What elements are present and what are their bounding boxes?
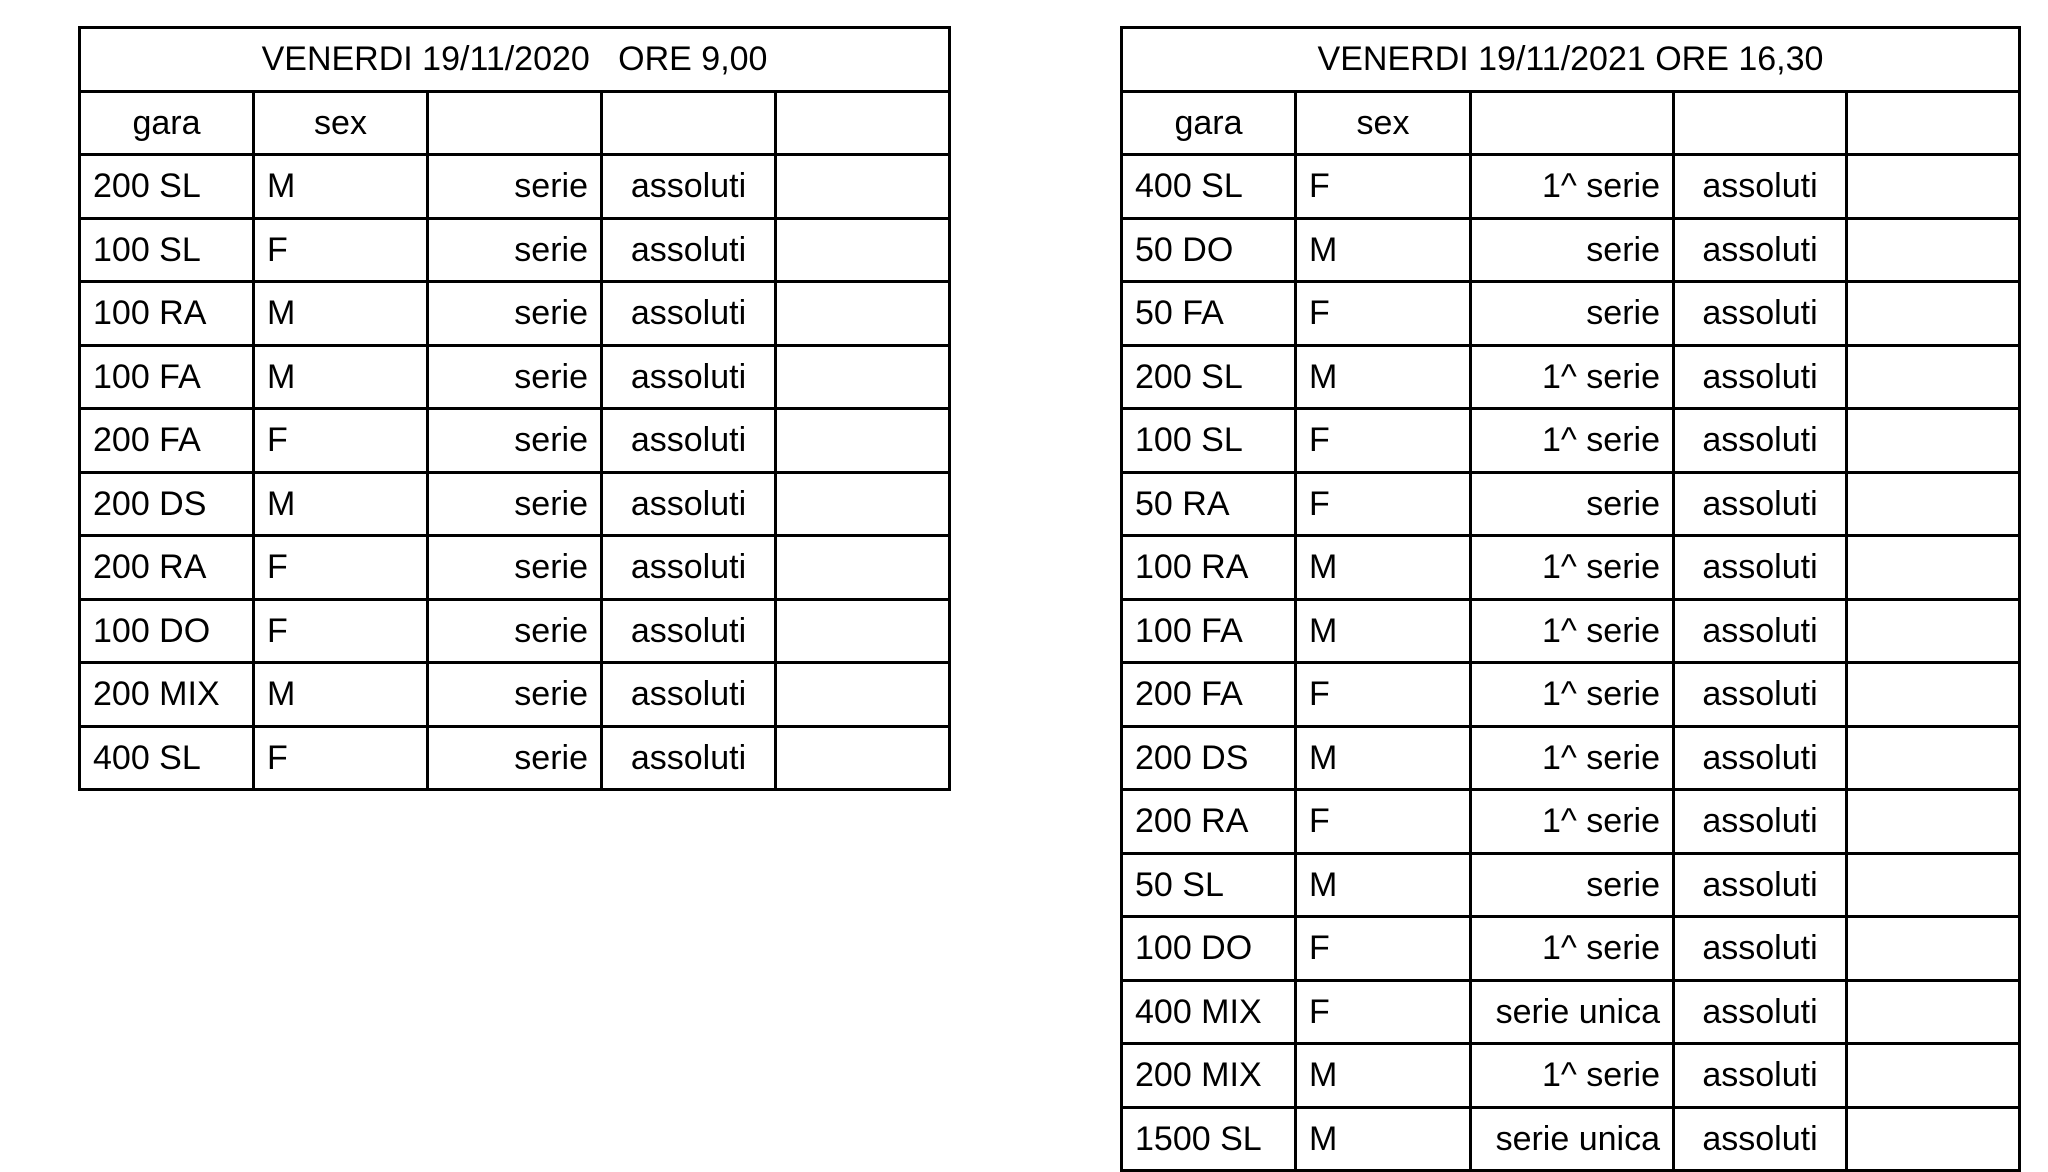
- table-row: [1122, 282, 2020, 346]
- cell-empty: [776, 409, 950, 473]
- cell-category: assoluti: [1674, 155, 1847, 219]
- cell-serie: serie: [428, 218, 602, 282]
- cell-empty: [1847, 790, 2020, 854]
- cell-serie: 1^ serie: [1471, 345, 1674, 409]
- table-title-row: [80, 28, 950, 92]
- table-row: [1122, 599, 2020, 663]
- table-row: [80, 218, 950, 282]
- cell-sex: F: [1296, 282, 1471, 346]
- cell-empty: [1847, 1107, 2020, 1171]
- cell-serie: serie: [428, 599, 602, 663]
- cell-empty: [1847, 472, 2020, 536]
- cell-empty: [776, 536, 950, 600]
- cell-serie: 1^ serie: [1471, 790, 1674, 854]
- header-sex: sex: [254, 91, 428, 155]
- cell-sex: M: [254, 345, 428, 409]
- schedule-table-left: [78, 26, 951, 791]
- table-title: VENERDI 19/11/2021 ORE 16,30: [1122, 28, 2020, 92]
- cell-serie: serie: [428, 726, 602, 790]
- cell-sex: F: [1296, 155, 1471, 219]
- table-row: [1122, 1044, 2020, 1108]
- header-gara: gara: [80, 91, 254, 155]
- schedule-table-right: [1120, 26, 2021, 1172]
- cell-category: assoluti: [1674, 472, 1847, 536]
- cell-serie: 1^ serie: [1471, 599, 1674, 663]
- cell-category: assoluti: [602, 663, 776, 727]
- table-row: [1122, 790, 2020, 854]
- cell-empty: [776, 472, 950, 536]
- cell-gara: 200 FA: [1122, 663, 1296, 727]
- cell-serie: serie: [1471, 472, 1674, 536]
- cell-gara: 100 SL: [80, 218, 254, 282]
- cell-gara: 50 SL: [1122, 853, 1296, 917]
- cell-serie: serie: [428, 536, 602, 600]
- cell-sex: M: [254, 155, 428, 219]
- cell-gara: 100 DO: [1122, 917, 1296, 981]
- cell-sex: F: [1296, 663, 1471, 727]
- header-gara: gara: [1122, 91, 1296, 155]
- cell-category: assoluti: [602, 599, 776, 663]
- cell-category: assoluti: [602, 409, 776, 473]
- cell-category: assoluti: [1674, 726, 1847, 790]
- cell-serie: serie: [428, 282, 602, 346]
- cell-sex: F: [1296, 790, 1471, 854]
- table-title-row: [1122, 28, 2020, 92]
- cell-sex: M: [1296, 853, 1471, 917]
- table-row: [80, 726, 950, 790]
- cell-gara: 200 DS: [80, 472, 254, 536]
- cell-sex: M: [1296, 345, 1471, 409]
- cell-serie: 1^ serie: [1471, 1044, 1674, 1108]
- cell-empty: [1847, 853, 2020, 917]
- cell-serie: 1^ serie: [1471, 917, 1674, 981]
- cell-empty: [776, 663, 950, 727]
- cell-sex: M: [1296, 726, 1471, 790]
- cell-gara: 100 RA: [80, 282, 254, 346]
- table-row: [80, 282, 950, 346]
- header-blank-2: [602, 91, 776, 155]
- cell-serie: 1^ serie: [1471, 663, 1674, 727]
- cell-empty: [776, 282, 950, 346]
- table-row: [80, 472, 950, 536]
- table-row: [80, 155, 950, 219]
- cell-empty: [1847, 536, 2020, 600]
- cell-gara: 50 FA: [1122, 282, 1296, 346]
- table-row: [1122, 409, 2020, 473]
- cell-serie: serie: [428, 663, 602, 727]
- cell-empty: [1847, 663, 2020, 727]
- cell-empty: [776, 599, 950, 663]
- cell-sex: M: [254, 663, 428, 727]
- cell-category: assoluti: [1674, 282, 1847, 346]
- header-blank-3: [776, 91, 950, 155]
- table-row: [80, 599, 950, 663]
- cell-gara: 200 FA: [80, 409, 254, 473]
- cell-category: assoluti: [1674, 536, 1847, 600]
- cell-serie: serie: [1471, 282, 1674, 346]
- table-title: VENERDI 19/11/2020 ORE 9,00: [80, 28, 950, 92]
- table-row: [1122, 663, 2020, 727]
- table-row: [1122, 726, 2020, 790]
- header-blank-2: [1674, 91, 1847, 155]
- cell-category: assoluti: [1674, 599, 1847, 663]
- cell-sex: F: [254, 536, 428, 600]
- cell-gara: 400 MIX: [1122, 980, 1296, 1044]
- cell-category: assoluti: [1674, 409, 1847, 473]
- cell-sex: F: [254, 409, 428, 473]
- table-row: [1122, 536, 2020, 600]
- table-row: [1122, 853, 2020, 917]
- cell-category: assoluti: [1674, 345, 1847, 409]
- cell-serie: serie: [428, 345, 602, 409]
- cell-category: assoluti: [602, 536, 776, 600]
- table-row: [1122, 155, 2020, 219]
- cell-gara: 100 SL: [1122, 409, 1296, 473]
- cell-gara: 50 DO: [1122, 218, 1296, 282]
- cell-sex: M: [254, 282, 428, 346]
- cell-empty: [1847, 345, 2020, 409]
- cell-gara: 400 SL: [1122, 155, 1296, 219]
- cell-empty: [1847, 917, 2020, 981]
- cell-sex: M: [1296, 1107, 1471, 1171]
- cell-category: assoluti: [1674, 980, 1847, 1044]
- table-row: [1122, 917, 2020, 981]
- cell-gara: 200 MIX: [80, 663, 254, 727]
- cell-gara: 100 FA: [80, 345, 254, 409]
- cell-category: assoluti: [602, 218, 776, 282]
- cell-serie: serie unica: [1471, 1107, 1674, 1171]
- cell-gara: 200 MIX: [1122, 1044, 1296, 1108]
- cell-sex: F: [254, 599, 428, 663]
- cell-gara: 200 SL: [80, 155, 254, 219]
- header-sex: sex: [1296, 91, 1471, 155]
- header-blank-1: [428, 91, 602, 155]
- cell-empty: [776, 726, 950, 790]
- cell-sex: M: [1296, 218, 1471, 282]
- cell-empty: [1847, 282, 2020, 346]
- table-row: [1122, 218, 2020, 282]
- cell-category: assoluti: [1674, 917, 1847, 981]
- cell-category: assoluti: [602, 345, 776, 409]
- cell-category: assoluti: [602, 282, 776, 346]
- table-row: [80, 663, 950, 727]
- cell-gara: 200 SL: [1122, 345, 1296, 409]
- cell-gara: 100 RA: [1122, 536, 1296, 600]
- table-header-row: [80, 91, 950, 155]
- cell-category: assoluti: [1674, 218, 1847, 282]
- cell-category: assoluti: [1674, 1107, 1847, 1171]
- cell-category: assoluti: [1674, 790, 1847, 854]
- cell-category: assoluti: [1674, 853, 1847, 917]
- cell-empty: [776, 155, 950, 219]
- table-header-row: [1122, 91, 2020, 155]
- table-body: [80, 28, 950, 790]
- cell-serie: serie: [1471, 853, 1674, 917]
- cell-sex: F: [1296, 980, 1471, 1044]
- cell-sex: M: [1296, 1044, 1471, 1108]
- table-row: [80, 409, 950, 473]
- cell-serie: serie: [428, 472, 602, 536]
- cell-empty: [1847, 726, 2020, 790]
- cell-serie: serie: [1471, 218, 1674, 282]
- table-row: [80, 345, 950, 409]
- cell-sex: M: [1296, 536, 1471, 600]
- cell-serie: 1^ serie: [1471, 155, 1674, 219]
- cell-gara: 100 FA: [1122, 599, 1296, 663]
- cell-gara: 200 RA: [80, 536, 254, 600]
- table-row: [1122, 345, 2020, 409]
- cell-empty: [1847, 409, 2020, 473]
- cell-sex: F: [1296, 472, 1471, 536]
- cell-category: assoluti: [1674, 663, 1847, 727]
- table-body: [1122, 28, 2020, 1171]
- cell-sex: F: [1296, 409, 1471, 473]
- header-blank-1: [1471, 91, 1674, 155]
- cell-gara: 200 RA: [1122, 790, 1296, 854]
- cell-gara: 50 RA: [1122, 472, 1296, 536]
- cell-category: assoluti: [1674, 1044, 1847, 1108]
- table-row: [1122, 472, 2020, 536]
- cell-empty: [776, 218, 950, 282]
- cell-serie: 1^ serie: [1471, 726, 1674, 790]
- cell-serie: 1^ serie: [1471, 409, 1674, 473]
- cell-serie: serie: [428, 409, 602, 473]
- cell-sex: F: [1296, 917, 1471, 981]
- cell-empty: [1847, 155, 2020, 219]
- cell-category: assoluti: [602, 155, 776, 219]
- header-blank-3: [1847, 91, 2020, 155]
- cell-empty: [1847, 218, 2020, 282]
- cell-gara: 100 DO: [80, 599, 254, 663]
- table-row: [1122, 1107, 2020, 1171]
- cell-category: assoluti: [602, 726, 776, 790]
- cell-empty: [1847, 599, 2020, 663]
- cell-empty: [776, 345, 950, 409]
- cell-empty: [1847, 980, 2020, 1044]
- cell-serie: 1^ serie: [1471, 536, 1674, 600]
- cell-gara: 1500 SL: [1122, 1107, 1296, 1171]
- cell-category: assoluti: [602, 472, 776, 536]
- table-row: [1122, 980, 2020, 1044]
- cell-empty: [1847, 1044, 2020, 1108]
- cell-sex: M: [1296, 599, 1471, 663]
- cell-gara: 200 DS: [1122, 726, 1296, 790]
- cell-sex: F: [254, 218, 428, 282]
- cell-sex: M: [254, 472, 428, 536]
- cell-gara: 400 SL: [80, 726, 254, 790]
- cell-serie: serie: [428, 155, 602, 219]
- table-row: [80, 536, 950, 600]
- cell-sex: F: [254, 726, 428, 790]
- cell-serie: serie unica: [1471, 980, 1674, 1044]
